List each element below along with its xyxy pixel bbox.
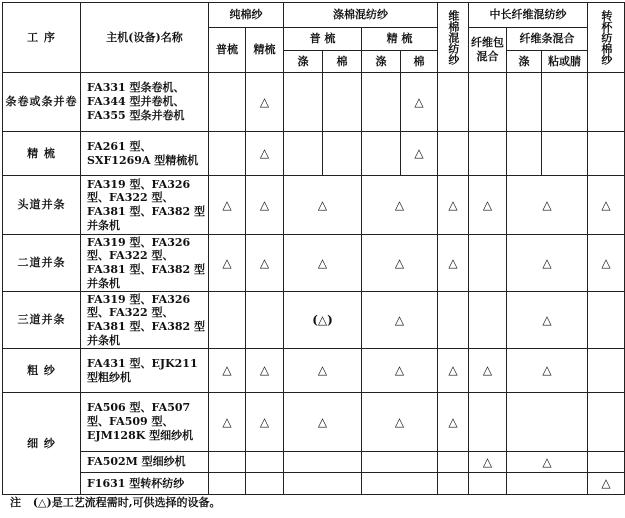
mark-cell bbox=[209, 292, 246, 349]
machine-cell: FA331 型条卷机、FA344 型并卷机、FA355 型条并卷机 bbox=[81, 73, 209, 132]
mark-cell bbox=[588, 292, 625, 349]
mark-cell: △ bbox=[284, 393, 362, 452]
table-row bbox=[3, 393, 625, 452]
mark-cell bbox=[438, 452, 469, 473]
mark-cell: △ bbox=[401, 73, 438, 132]
table-row bbox=[3, 176, 625, 235]
header-tc-comb-polyester: 涤 bbox=[362, 51, 401, 73]
mark-cell: △ bbox=[362, 176, 438, 235]
mark-cell: △ bbox=[469, 176, 507, 235]
process-cell: 二道并条 bbox=[3, 235, 81, 292]
header-strip-polyester: 涤 bbox=[507, 51, 542, 73]
mark-cell bbox=[438, 473, 469, 495]
mark-cell: △ bbox=[209, 176, 246, 235]
mark-cell bbox=[507, 73, 542, 132]
mark-cell: △ bbox=[507, 235, 588, 292]
mark-cell bbox=[246, 473, 284, 495]
mark-cell: △ bbox=[209, 235, 246, 292]
header-vinylon-blend: 维棉混纺纱 bbox=[438, 3, 469, 73]
process-cell: 精 梳 bbox=[3, 132, 81, 176]
mark-cell: (△) bbox=[284, 292, 362, 349]
header-comb: 精梳 bbox=[246, 28, 284, 73]
mark-cell bbox=[588, 132, 625, 176]
mark-cell: △ bbox=[438, 393, 469, 452]
mark-cell bbox=[438, 132, 469, 176]
footnote-text: (△)是工艺流程需时,可供选择的设备。 bbox=[32, 496, 221, 509]
mark-cell bbox=[588, 452, 625, 473]
header-tc-comb: 精 梳 bbox=[362, 28, 438, 51]
header-fiber-wrap: 纤维包混合 bbox=[469, 28, 507, 73]
mark-cell: △ bbox=[507, 176, 588, 235]
mark-cell bbox=[323, 132, 362, 176]
mark-cell: △ bbox=[284, 176, 362, 235]
mark-cell bbox=[507, 473, 588, 495]
mark-cell: △ bbox=[362, 292, 438, 349]
mark-cell: △ bbox=[246, 132, 284, 176]
mark-cell: △ bbox=[588, 235, 625, 292]
header-tc-common-card: 普 梳 bbox=[284, 28, 362, 51]
mark-cell bbox=[246, 452, 284, 473]
machine-cell: FA319 型、FA326 型、FA322 型、FA381 型、FA382 型并条机 bbox=[81, 235, 209, 292]
mark-cell: △ bbox=[438, 349, 469, 393]
mark-cell bbox=[284, 73, 323, 132]
mark-cell: △ bbox=[284, 349, 362, 393]
table-row bbox=[3, 452, 625, 473]
mark-cell bbox=[362, 473, 438, 495]
footnote-label: 注 bbox=[10, 496, 21, 509]
mark-cell bbox=[246, 292, 284, 349]
table-row bbox=[3, 73, 625, 132]
header-fiber-strip: 纤维条混合 bbox=[507, 28, 588, 51]
mark-cell: △ bbox=[246, 176, 284, 235]
mark-cell bbox=[209, 132, 246, 176]
machine-cell: FA431 型、EJK211 型粗纱机 bbox=[81, 349, 209, 393]
mark-cell: △ bbox=[284, 235, 362, 292]
header-machine: 主机(设备)名称 bbox=[81, 3, 209, 73]
process-cell: 细 纱 bbox=[3, 393, 81, 495]
mark-cell: △ bbox=[438, 176, 469, 235]
table-row bbox=[3, 132, 625, 176]
mark-cell bbox=[209, 452, 246, 473]
machine-cell: FA319 型、FA326 型、FA322 型、FA381 型、FA382 型并条机 bbox=[81, 176, 209, 235]
mark-cell bbox=[438, 73, 469, 132]
mark-cell bbox=[469, 73, 507, 132]
mark-cell bbox=[209, 73, 246, 132]
table-row bbox=[3, 349, 625, 393]
mark-cell bbox=[588, 349, 625, 393]
mark-cell: △ bbox=[246, 235, 284, 292]
machine-cell: FA506 型、FA507 型、FA509 型、EJM128K 型细纱机 bbox=[81, 393, 209, 452]
footnote bbox=[10, 494, 221, 510]
mark-cell: △ bbox=[362, 235, 438, 292]
process-cell: 条卷或条并卷 bbox=[3, 73, 81, 132]
mark-cell bbox=[588, 393, 625, 452]
mark-cell bbox=[362, 132, 401, 176]
header-tc-card-cotton: 棉 bbox=[323, 51, 362, 73]
header-pure-cotton: 纯棉纱 bbox=[209, 3, 284, 28]
header-tc-blend: 涤棉混纺纱 bbox=[284, 3, 438, 28]
spinning-process-table bbox=[2, 2, 625, 495]
mark-cell bbox=[542, 132, 588, 176]
mark-cell bbox=[284, 132, 323, 176]
mark-cell bbox=[507, 132, 542, 176]
mark-cell bbox=[469, 132, 507, 176]
header-tc-comb-cotton: 棉 bbox=[401, 51, 438, 73]
mark-cell: △ bbox=[588, 473, 625, 495]
mark-cell bbox=[284, 452, 362, 473]
mark-cell bbox=[469, 473, 507, 495]
mark-cell: △ bbox=[469, 349, 507, 393]
machine-cell: FA502M 型细纱机 bbox=[81, 452, 209, 473]
mark-cell bbox=[362, 73, 401, 132]
mark-cell bbox=[323, 73, 362, 132]
mark-cell: △ bbox=[362, 349, 438, 393]
machine-cell: F1631 型转杯纺纱 bbox=[81, 473, 209, 495]
header-common-card: 普梳 bbox=[209, 28, 246, 73]
mark-cell: △ bbox=[588, 176, 625, 235]
mark-cell: △ bbox=[246, 393, 284, 452]
header-rotor-cotton: 转杯纺棉纱 bbox=[588, 3, 625, 73]
mark-cell: △ bbox=[438, 235, 469, 292]
mark-cell bbox=[362, 452, 438, 473]
mark-cell: △ bbox=[246, 349, 284, 393]
mark-cell bbox=[469, 235, 507, 292]
machine-cell: FA261 型、SXF1269A 型精梳机 bbox=[81, 132, 209, 176]
mark-cell bbox=[469, 393, 507, 452]
mark-cell bbox=[438, 292, 469, 349]
mark-cell: △ bbox=[507, 292, 588, 349]
table-row bbox=[3, 473, 625, 495]
mark-cell bbox=[507, 393, 588, 452]
process-cell: 三道并条 bbox=[3, 292, 81, 349]
process-cell: 粗 纱 bbox=[3, 349, 81, 393]
mark-cell: △ bbox=[246, 73, 284, 132]
machine-cell: FA319 型、FA326 型、FA322 型、FA381 型、FA382 型并条机 bbox=[81, 292, 209, 349]
header-strip-viscose: 粘或腈 bbox=[542, 51, 588, 73]
mark-cell: △ bbox=[469, 452, 507, 473]
mark-cell: △ bbox=[507, 349, 588, 393]
header-mid-long-blend: 中长纤维混纺纱 bbox=[469, 3, 588, 28]
mark-cell bbox=[469, 292, 507, 349]
mark-cell: △ bbox=[209, 349, 246, 393]
mark-cell bbox=[542, 73, 588, 132]
mark-cell: △ bbox=[209, 393, 246, 452]
header-tc-card-polyester: 涤 bbox=[284, 51, 323, 73]
header-process: 工 序 bbox=[3, 3, 81, 73]
mark-cell: △ bbox=[507, 452, 588, 473]
mark-cell bbox=[284, 473, 362, 495]
table-row bbox=[3, 235, 625, 292]
process-cell: 头道并条 bbox=[3, 176, 81, 235]
mark-cell: △ bbox=[362, 393, 438, 452]
table-row bbox=[3, 292, 625, 349]
mark-cell bbox=[588, 73, 625, 132]
mark-cell: △ bbox=[401, 132, 438, 176]
mark-cell bbox=[209, 473, 246, 495]
